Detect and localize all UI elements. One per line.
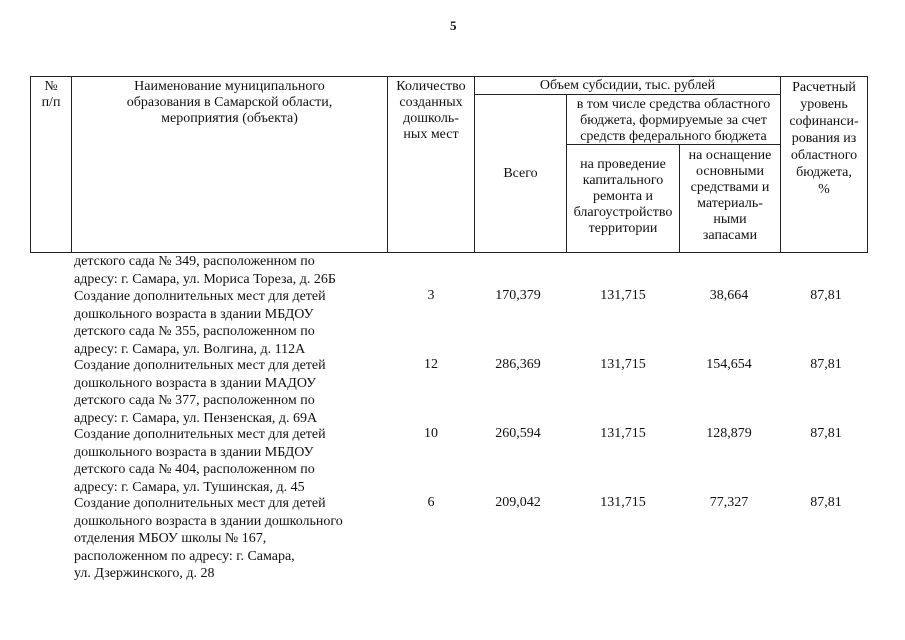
header-name: Наименование муниципального образования в Самарской области, мероприятия (объекта) (126, 79, 333, 126)
row-total: 209,042 (495, 495, 541, 510)
header-repair: на проведение капитального ремонта и благоустройство территории (573, 157, 673, 236)
row-qty: 6 (427, 495, 435, 510)
header-incl: в том числе средства областного бюджета, формируемые за счет средств федерального бюджета (576, 97, 771, 144)
row-name: Создание дополнительных мест для детей дошкольного возраста в здании МБДОУ детского сада № 404, расположенном по адресу: г. Самара, ул. Тушинская, д. 45 (74, 427, 326, 495)
row-rate: 87,81 (810, 495, 842, 510)
row-repair: 131,715 (600, 357, 646, 372)
header-subsidy: Объем субсидии, тыс. рублей (539, 78, 716, 93)
row-equip: 154,654 (706, 357, 752, 372)
row-name: Создание дополнительных мест для детей дошкольного возраста в здании МБДОУ детского сада № 355, расположенном по адресу: г. Самара, ул. Волгина, д. 112А (74, 289, 326, 357)
table-right-border (867, 76, 868, 253)
header-total: Всего (503, 166, 538, 181)
row-total: 170,379 (495, 288, 541, 303)
row-equip: 77,327 (709, 495, 749, 510)
row-qty: 10 (424, 426, 438, 441)
row-name: Создание дополнительных мест для детей дошкольного возраста в здании дошкольного отделения МБОУ школы № 167, расположенном по адресу: г. Самара, ул. Дзержинского, д. 28 (74, 496, 343, 581)
row-total: 286,369 (495, 357, 541, 372)
continuation-text: детского сада № 349, расположенном по адресу: г. Самара, ул. Мориса Тореза, д. 26Б (74, 254, 336, 287)
subsidy-divider (474, 94, 780, 95)
header-rate: Расчетный уровень софинанси- рования из областного бюджета, % (789, 80, 859, 197)
header-top-border (30, 76, 867, 77)
row-rate: 87,81 (810, 426, 842, 441)
row-qty: 12 (424, 357, 438, 372)
header-num: № п/п (41, 79, 61, 110)
header-equip: на оснащение основными средствами и материаль- ными запасами (688, 148, 772, 243)
row-equip: 128,879 (706, 426, 752, 441)
row-name: Создание дополнительных мест для детей дошкольного возраста в здании МАДОУ детского сада № 377, расположенном по адресу: г. Самара, ул. Пензенская, д. 69А (74, 358, 326, 426)
row-total: 260,594 (495, 426, 541, 441)
header-qty: Количество созданных дошколь- ных мест (396, 79, 466, 142)
row-rate: 87,81 (810, 288, 842, 303)
row-repair: 131,715 (600, 288, 646, 303)
col-divider-3 (474, 76, 475, 253)
row-qty: 3 (427, 288, 435, 303)
row-repair: 131,715 (600, 426, 646, 441)
row-equip: 38,664 (709, 288, 749, 303)
row-rate: 87,81 (810, 357, 842, 372)
page-number: 5 (450, 18, 457, 33)
row-repair: 131,715 (600, 495, 646, 510)
